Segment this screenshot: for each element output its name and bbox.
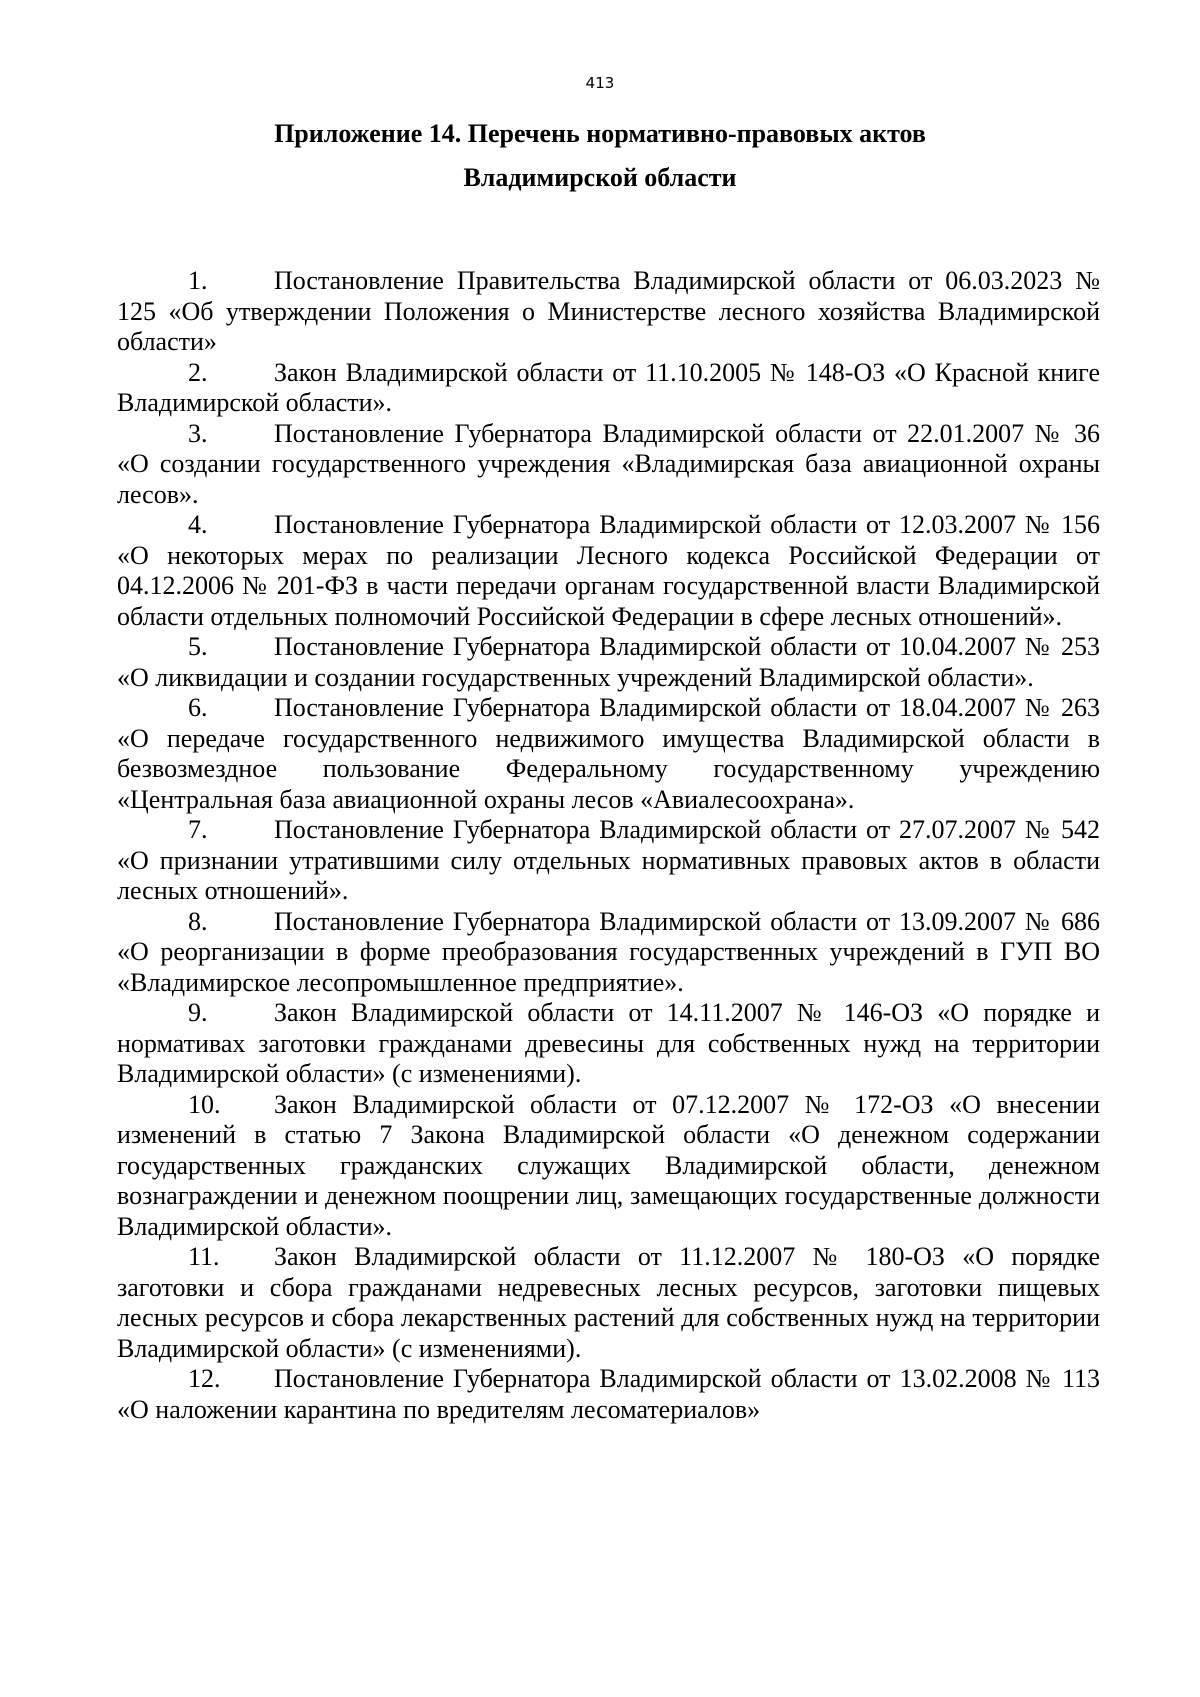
list-item-text: Закон Владимирской области от 11.10.2005 № 148-ОЗ «О Красной книге Владимирской области». (117, 357, 1100, 417)
list-item-number: 12. (188, 1364, 221, 1393)
list-item-text: Постановление Губернатора Владимирской области от 12.03.2007 № 156 «О некоторых мерах по реализации Лесного кодекса Российской Федерации от 04.12.2006 № 201-ФЗ в части передачи органам государственной власти Владимирской области отдельных полномочий Российской Федерации в сфере лесных отношений». (117, 510, 1100, 631)
list-item-text: Закон Владимирской области от 07.12.2007 № 172-ОЗ «О внесении изменений в статью 7 Закона Владимирской области «О денежном содержании государственных гражданских служащих Владимирской области, денежном вознаграждении и денежном поощрении лиц, замещающих государственные должности Владимирской области». (117, 1089, 1100, 1241)
list-item-text: Постановление Губернатора Владимирской области от 13.09.2007 № 686 «О реорганизации в форме преобразования государственных учреждений в ГУП ВО «Владимирское лесопромышленное предприятие». (117, 906, 1100, 997)
list-item (117, 1242, 1100, 1364)
page-title-line-2: Владимирской области (463, 163, 737, 192)
list-item (117, 1090, 1100, 1243)
list-item (117, 632, 1100, 693)
legal-acts-list (117, 266, 1100, 1425)
list-item-number: 7. (188, 815, 208, 844)
list-item-number: 4. (188, 510, 208, 539)
list-item-text: Закон Владимирской области от 14.11.2007 № 146-ОЗ «О порядке и нормативах заготовки гражданами древесины для собственных нужд на территории Владимирской области» (с изменениями). (117, 998, 1100, 1088)
list-item-number: 9. (188, 998, 208, 1027)
list-item-text: Постановление Губернатора Владимирской области от 22.01.2007 № 36 «О создании государственного учреждения «Владимирская база авиационной охраны лесов». (117, 418, 1100, 509)
list-item-number: 5. (188, 632, 208, 661)
list-item (117, 815, 1100, 907)
list-item (117, 419, 1100, 511)
list-item-text: Постановление Правительства Владимирской области от 06.03.2023 № 125 «Об утверждении Положения о Министерстве лесного хозяйства Владимирской области» (117, 266, 1100, 356)
list-item-number: 1. (188, 266, 208, 295)
list-item-number: 10. (188, 1089, 221, 1119)
list-item (117, 1364, 1100, 1425)
list-item (117, 998, 1100, 1090)
list-item (117, 693, 1100, 815)
list-item-text: Постановление Губернатора Владимирской области от 13.02.2008 № 113 «О наложении карантина по вредителям лесоматериалов» (117, 1364, 1100, 1424)
list-item-text: Постановление Губернатора Владимирской области от 27.07.2007 № 542 «О признании утратившими силу отдельных нормативных правовых актов в области лесных отношений». (117, 815, 1100, 905)
list-item-text: Постановление Губернатора Владимирской области от 10.04.2007 № 253 «О ликвидации и создании государственных учреждений Владимирской области». (117, 632, 1100, 692)
list-item-text: Закон Владимирской области от 11.12.2007 № 180-ОЗ «О порядке заготовки и сбора гражданами недревесных лесных ресурсов, заготовки пищевых лесных ресурсов и сбора лекарственных растений для собственных нужд на территории Владимирской области» (с изменениями). (117, 1242, 1100, 1363)
page-number: 413 (585, 74, 615, 92)
list-item-number: 11. (188, 1242, 220, 1271)
list-item-number: 6. (188, 693, 208, 722)
list-item-number: 2. (188, 357, 208, 387)
list-item (117, 907, 1100, 999)
list-item-number: 3. (188, 418, 208, 448)
list-item (117, 510, 1100, 632)
list-item-text: Постановление Губернатора Владимирской области от 18.04.2007 № 263 «О передаче государственного недвижимого имущества Владимирской области в безвозмездное пользование Федеральному государственному учреждению «Центральная база авиационной охраны лесов «Авиалесоохрана». (117, 693, 1100, 814)
list-item (117, 358, 1100, 419)
list-item-number: 8. (188, 906, 208, 936)
page-title-line-1: Приложение 14. Перечень нормативно-правовых актов (274, 119, 926, 148)
list-item (117, 266, 1100, 358)
